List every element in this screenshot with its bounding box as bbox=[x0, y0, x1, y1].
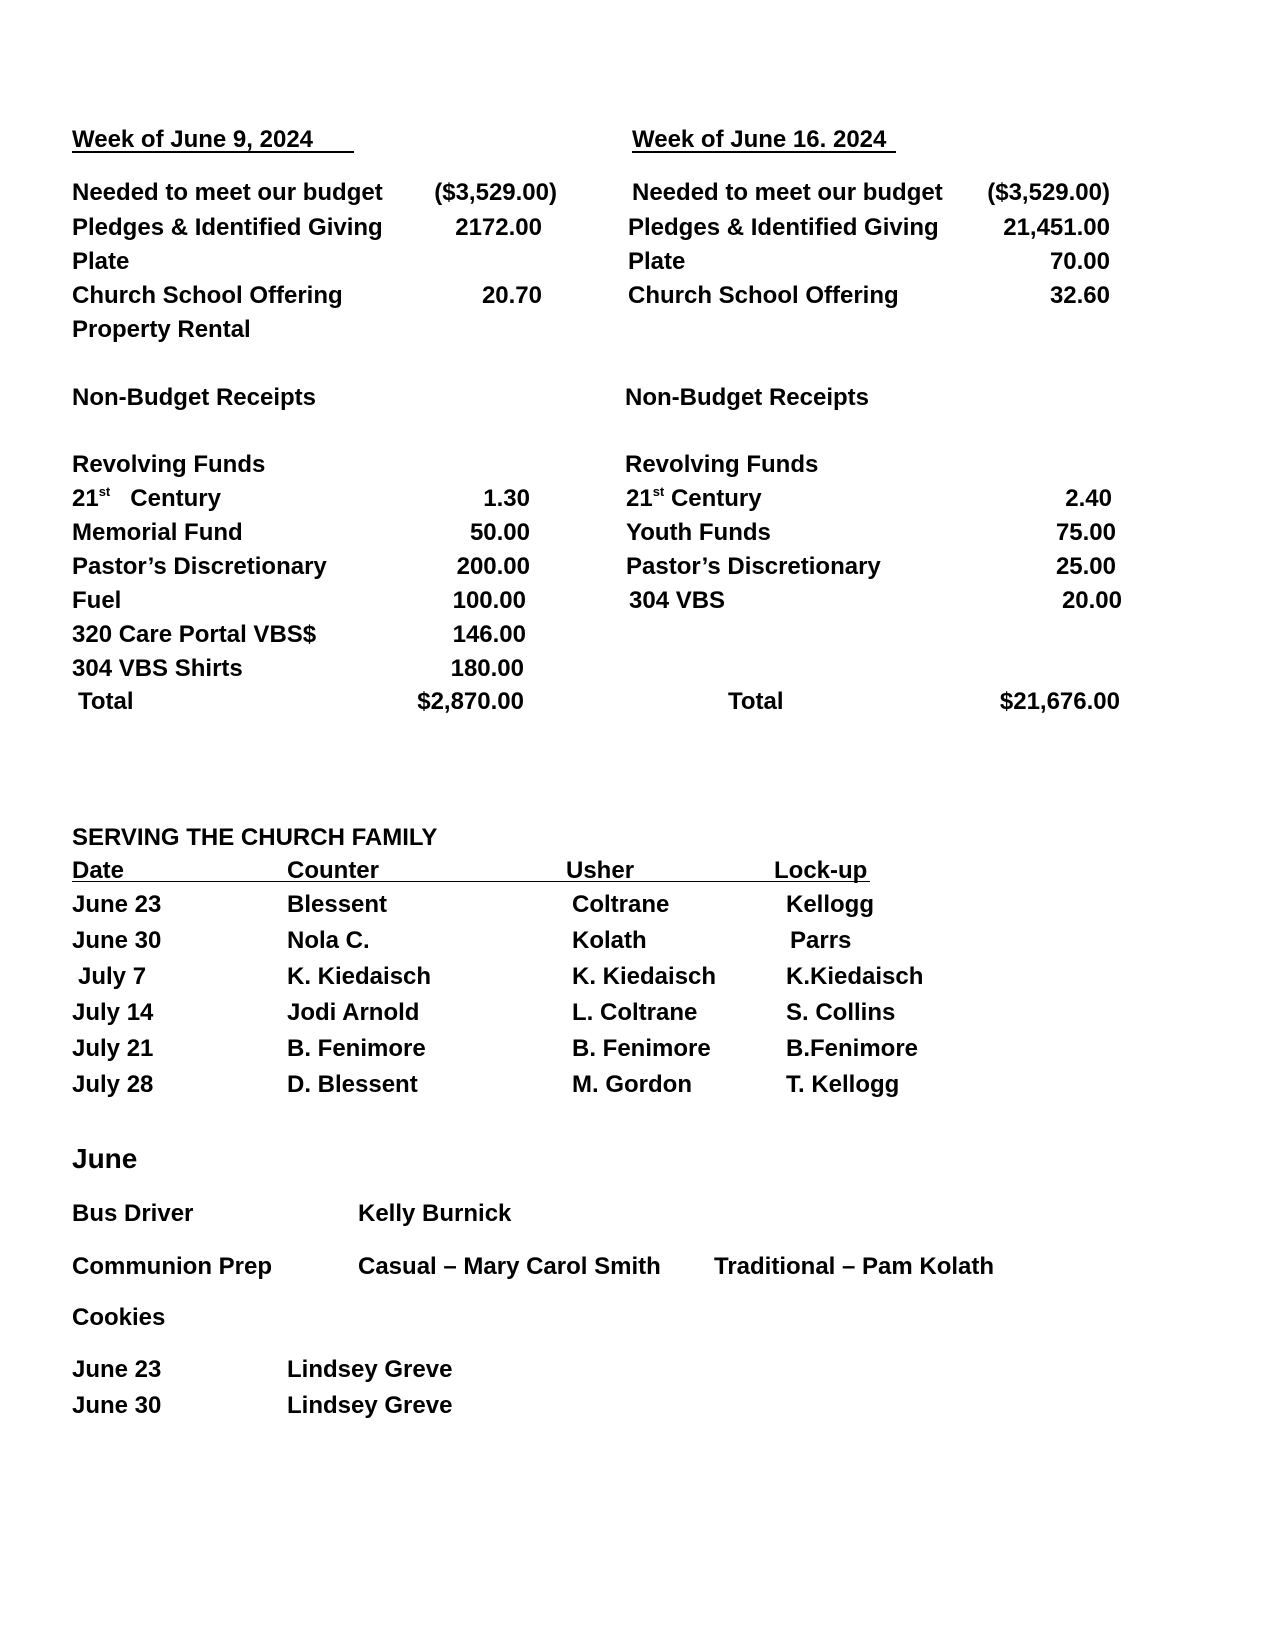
week1-century-number: 21 bbox=[72, 485, 99, 512]
communion-casual: Casual – Mary Carol Smith bbox=[358, 1253, 661, 1280]
week1-century-value: 1.30 bbox=[483, 485, 530, 512]
serving-lockup: K.Kiedaisch bbox=[786, 963, 924, 990]
serving-usher: K. Kiedaisch bbox=[572, 963, 717, 990]
cookies-label: Cookies bbox=[72, 1304, 166, 1331]
serving-counter: Blessent bbox=[287, 891, 388, 918]
week2-plate-value: 70.00 bbox=[1049, 248, 1110, 275]
serving-counter: Jodi Arnold bbox=[287, 999, 420, 1026]
serving-title: SERVING THE CHURCH FAMILY bbox=[72, 824, 438, 851]
cookies-date: June 23 bbox=[72, 1356, 162, 1383]
week2-century-label bbox=[626, 484, 762, 512]
bus-driver-label: Bus Driver bbox=[72, 1200, 194, 1227]
week2-total-value: $21,676.00 bbox=[999, 688, 1120, 715]
week2-heading: Week of June 16. 2024 bbox=[632, 126, 887, 153]
week1-needed-value: ($3,529.00) bbox=[434, 179, 557, 206]
week2-youth-value: 75.00 bbox=[1055, 519, 1116, 546]
week1-church-school-value: 20.70 bbox=[481, 282, 542, 309]
week1-fuel-label: Fuel bbox=[72, 587, 122, 614]
week1-non-budget-label: Non-Budget Receipts bbox=[72, 384, 317, 411]
bus-driver-value: Kelly Burnick bbox=[358, 1200, 512, 1227]
serving-lockup: B.Fenimore bbox=[786, 1035, 919, 1062]
serving-date: July 28 bbox=[72, 1071, 154, 1098]
serving-lockup: T. Kellogg bbox=[786, 1071, 900, 1098]
week2-century-number: 21 bbox=[626, 485, 653, 512]
week2-century-value: 2.40 bbox=[1065, 485, 1112, 512]
cookies-date: June 30 bbox=[72, 1392, 162, 1419]
week1-heading: Week of June 9, 2024 bbox=[72, 126, 314, 153]
serving-usher: M. Gordon bbox=[572, 1071, 692, 1098]
week1-total-label: Total bbox=[78, 688, 134, 715]
serving-lockup: S. Collins bbox=[786, 999, 896, 1026]
week2-revolving-label: Revolving Funds bbox=[625, 451, 819, 478]
serving-counter: K. Kiedaisch bbox=[287, 963, 432, 990]
week2-needed-value: ($3,529.00) bbox=[987, 179, 1110, 206]
serving-date: July 7 bbox=[78, 963, 147, 990]
week1-pledges-label: Pledges & Identified Giving bbox=[72, 214, 383, 241]
serving-date: June 30 bbox=[72, 927, 162, 954]
june-heading: June bbox=[72, 1143, 138, 1174]
week2-church-school-value: 32.60 bbox=[1049, 282, 1110, 309]
serving-usher: L. Coltrane bbox=[572, 999, 698, 1026]
week1-heading-underline bbox=[72, 151, 354, 153]
week2-pastor-value: 25.00 bbox=[1055, 553, 1116, 580]
serving-counter: D. Blessent bbox=[287, 1071, 418, 1098]
week1-memorial-value: 50.00 bbox=[469, 519, 530, 546]
week1-vbs-shirts-value: 180.00 bbox=[450, 655, 524, 682]
serving-lockup: Kellogg bbox=[786, 891, 874, 918]
week2-needed-label: Needed to meet our budget bbox=[632, 179, 943, 206]
week1-needed-label: Needed to meet our budget bbox=[72, 179, 383, 206]
serving-header-underline bbox=[72, 881, 870, 882]
week1-total-value: $2,870.00 bbox=[417, 688, 524, 715]
serving-usher: Kolath bbox=[572, 927, 647, 954]
week2-total-label: Total bbox=[728, 688, 784, 715]
week1-pastor-label: Pastor’s Discretionary bbox=[72, 553, 327, 580]
week1-memorial-label: Memorial Fund bbox=[72, 519, 243, 546]
serving-date: June 23 bbox=[72, 891, 162, 918]
serving-counter: B. Fenimore bbox=[287, 1035, 426, 1062]
serving-usher: B. Fenimore bbox=[572, 1035, 711, 1062]
serving-header-date: Date bbox=[72, 857, 125, 884]
communion-traditional: Traditional – Pam Kolath bbox=[714, 1253, 995, 1280]
serving-date: July 14 bbox=[72, 999, 154, 1026]
serving-lockup: Parrs bbox=[790, 927, 852, 954]
week1-pledges-value: 2172.00 bbox=[455, 214, 542, 241]
week2-pastor-label: Pastor’s Discretionary bbox=[626, 553, 881, 580]
serving-header-lockup: Lock-up bbox=[774, 857, 868, 884]
week2-church-school-label: Church School Offering bbox=[628, 282, 899, 309]
week2-pledges-value: 21,451.00 bbox=[1003, 214, 1110, 241]
week1-century-word: Century bbox=[130, 485, 221, 512]
week1-property-label: Property Rental bbox=[72, 316, 251, 343]
week2-youth-label: Youth Funds bbox=[626, 519, 771, 546]
communion-prep-label: Communion Prep bbox=[72, 1253, 273, 1280]
week1-pastor-value: 200.00 bbox=[456, 553, 530, 580]
cookies-name: Lindsey Greve bbox=[287, 1392, 453, 1419]
week1-vbs-shirts-label: 304 VBS Shirts bbox=[72, 655, 243, 682]
week2-heading-underline bbox=[632, 151, 896, 153]
week1-plate-label: Plate bbox=[72, 248, 130, 275]
cookies-name: Lindsey Greve bbox=[287, 1356, 453, 1383]
week1-care-portal-value: 146.00 bbox=[452, 621, 526, 648]
week2-century-word: Century bbox=[670, 485, 762, 512]
week2-vbs-value: 20.00 bbox=[1061, 587, 1122, 614]
week2-plate-label: Plate bbox=[628, 248, 686, 275]
week1-revolving-label: Revolving Funds bbox=[72, 451, 266, 478]
week2-vbs-label: 304 VBS bbox=[629, 587, 726, 614]
week1-century-label bbox=[72, 484, 221, 512]
week2-non-budget-label: Non-Budget Receipts bbox=[625, 384, 870, 411]
week1-care-portal-label: 320 Care Portal VBS$ bbox=[72, 621, 317, 648]
serving-usher: Coltrane bbox=[572, 891, 670, 918]
week1-church-school-label: Church School Offering bbox=[72, 282, 343, 309]
serving-header-usher: Usher bbox=[566, 857, 635, 884]
week2-century-superscript: st bbox=[652, 484, 665, 499]
week2-pledges-label: Pledges & Identified Giving bbox=[628, 214, 939, 241]
week1-fuel-value: 100.00 bbox=[452, 587, 526, 614]
serving-counter: Nola C. bbox=[287, 927, 370, 954]
serving-date: July 21 bbox=[72, 1035, 154, 1062]
week1-century-superscript: st bbox=[98, 484, 111, 499]
serving-header-counter: Counter bbox=[287, 857, 379, 884]
